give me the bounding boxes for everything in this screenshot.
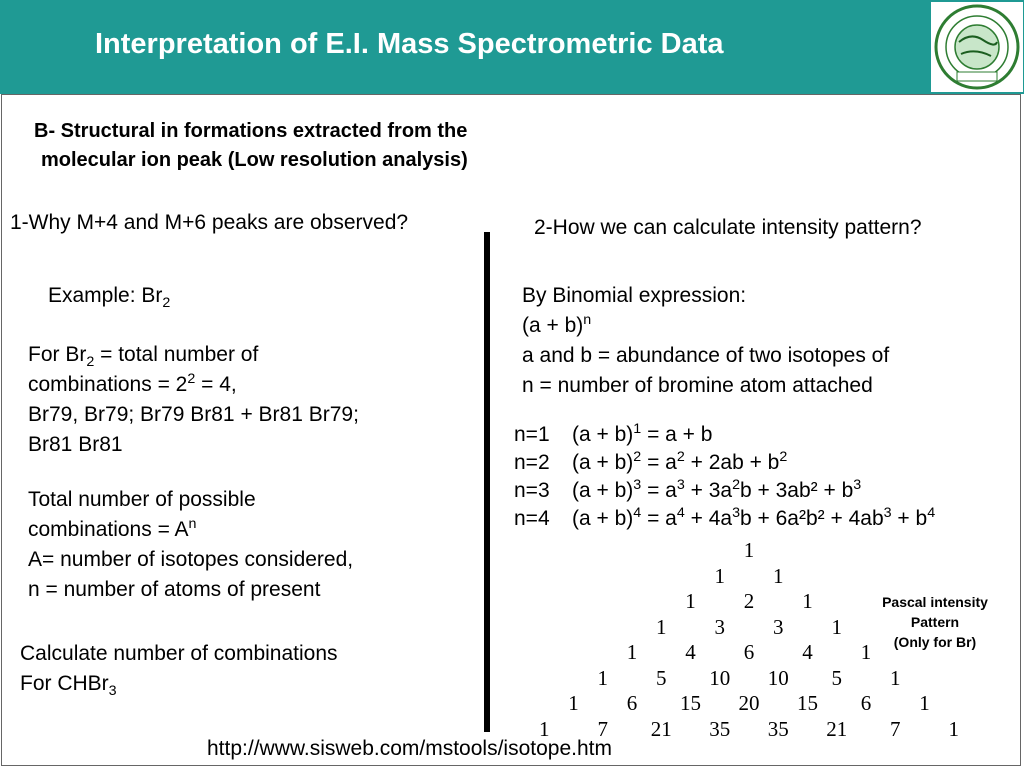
expansion-base: (a + b) — [572, 507, 634, 530]
pascal-number: 21 — [650, 716, 672, 741]
pascal-number: 1 — [773, 563, 784, 588]
pascal-number: 6 — [860, 691, 872, 715]
pascal-number: 4 — [802, 640, 813, 664]
pascal-number: 6 — [743, 640, 755, 664]
combo-line-4: Br81 Br81 — [28, 433, 123, 456]
expansion-term: b + 6a²b² + 4ab — [740, 507, 884, 530]
pascal-number: 1 — [831, 614, 842, 639]
expansion-term-power: 3 — [676, 477, 685, 493]
pascal-number: 7 — [597, 716, 608, 741]
pascal-number: 7 — [890, 716, 901, 741]
expansion-term: + 4a — [684, 507, 733, 530]
pascal-note-line-3: (Only for Br) — [893, 634, 977, 650]
pascal-number: 10 — [767, 665, 789, 690]
pascal-number: 6 — [626, 691, 638, 715]
expansion-line — [514, 476, 861, 506]
pascal-number: 1 — [919, 691, 930, 715]
subtitle-line-1: B- Structural in formations extracted from the — [34, 120, 468, 142]
expansion-term: + 3a — [684, 479, 733, 502]
pascal-number: 1 — [860, 640, 872, 664]
expansion-label: n=3 — [514, 479, 550, 502]
binomial-line-1: By Binomial expression: — [522, 284, 747, 307]
expansion-line — [514, 504, 935, 534]
pascal-number: 1 — [656, 614, 667, 639]
expansion-base: (a + b) — [572, 479, 634, 502]
pascal-number: 1 — [802, 589, 813, 613]
expansion-term: = a — [647, 507, 677, 530]
pascal-number: 1 — [568, 691, 579, 715]
pascal-number: 4 — [685, 640, 696, 664]
expansion-term-power: 3 — [732, 505, 741, 521]
binomial-line-3: a and b = abundance of two isotopes of — [522, 344, 890, 367]
pascal-number: 1 — [685, 589, 696, 613]
pascal-number: 1 — [714, 563, 725, 588]
expansion-term-power: 2 — [676, 449, 685, 465]
pascal-number: 15 — [680, 691, 701, 715]
pascal-number: 10 — [709, 665, 731, 690]
pascal-number: 35 — [709, 716, 731, 741]
total-line-2: combinations = $A^n$ — [28, 516, 197, 541]
pascal-number: 1 — [890, 665, 901, 690]
pascal-number: 20 — [738, 691, 760, 715]
expansion-term-power: 4 — [676, 505, 685, 521]
expansion-term: + 2ab + b — [684, 451, 780, 474]
institute-seal-icon — [931, 2, 1023, 92]
expansion-term-power: 2 — [732, 477, 741, 493]
example-label: Example: $Br_2$ — [48, 284, 171, 312]
expansion-term: b + 3ab² + b — [740, 479, 854, 502]
pascal-note-line-2: Pattern — [910, 614, 960, 630]
total-line-3: A= number of isotopes considered, — [28, 548, 354, 571]
subtitle-line-2: molecular ion peak (Low resolution analysis) — [41, 149, 468, 171]
column-divider — [484, 232, 490, 732]
expansion-term: = a — [647, 479, 677, 502]
binomial-line-4: n = number of bromine atom attached — [522, 374, 873, 397]
page-title: Interpretation of E.I. Mass Spectrometric Data — [95, 28, 724, 60]
calc-line-1: Calculate number of combinations — [20, 642, 338, 665]
pascal-number: 15 — [797, 691, 818, 715]
expansion-exponent: 1 — [633, 421, 642, 437]
expansion-line — [514, 448, 787, 478]
expansion-line — [514, 420, 712, 450]
pascal-number: 1 — [626, 640, 638, 664]
pascal-number: 1 — [539, 716, 550, 741]
pascal-number: 3 — [714, 614, 725, 639]
total-line-1: Total number of possible — [28, 488, 256, 511]
title-bar — [0, 0, 1024, 94]
binomial-line-2: $(a + b)^n$ — [522, 312, 592, 337]
pascal-number: 5 — [831, 665, 842, 690]
expansion-label: n=4 — [514, 507, 550, 530]
pascal-note-line-1: Pascal intensity — [882, 594, 988, 610]
pascal-number: 3 — [773, 614, 784, 639]
pascal-number: 35 — [767, 716, 789, 741]
expansion-base: (a + b) — [572, 451, 634, 474]
combo-line-1: For $Br_2$ = total number of — [28, 343, 259, 371]
combo-line-2: combinations = $2^2 = 4$, — [28, 371, 237, 396]
expansion-base: (a + b) — [572, 423, 634, 446]
pascal-number: 1 — [948, 716, 959, 741]
combo-line-3: Br79, Br79; Br79 Br81 + Br81 Br79; — [28, 403, 359, 426]
expansion-term-power: 4 — [927, 505, 936, 521]
pascal-number: 5 — [656, 665, 667, 690]
pascal-number: 1 — [597, 665, 608, 690]
expansion-term: = a — [647, 451, 677, 474]
left-question: 1-Why M+4 and M+6 peaks are observed? — [10, 211, 409, 234]
expansion-exponent: 2 — [633, 449, 642, 465]
expansion-label: n=2 — [514, 451, 550, 474]
expansion-exponent: 4 — [633, 505, 642, 521]
expansion-term-power: 3 — [883, 505, 892, 521]
expansion-term: = a + b — [647, 423, 713, 446]
expansion-term-power: 2 — [779, 449, 788, 465]
total-line-4: n = number of atoms of present — [28, 578, 321, 601]
expansion-label: n=1 — [514, 423, 550, 446]
source-url-link[interactable]: http://www.sisweb.com/mstools/isotope.htm — [207, 737, 612, 760]
pascal-number: 2 — [743, 589, 755, 613]
expansion-term: + b — [891, 507, 928, 530]
expansion-exponent: 3 — [633, 477, 642, 493]
pascal-number: 1 — [743, 538, 755, 562]
calc-line-2: For CHBr$_3$ — [20, 672, 117, 700]
right-question: 2-How we can calculate intensity pattern? — [534, 216, 922, 239]
expansion-term-power: 3 — [853, 477, 862, 493]
pascal-number: 21 — [826, 716, 848, 741]
